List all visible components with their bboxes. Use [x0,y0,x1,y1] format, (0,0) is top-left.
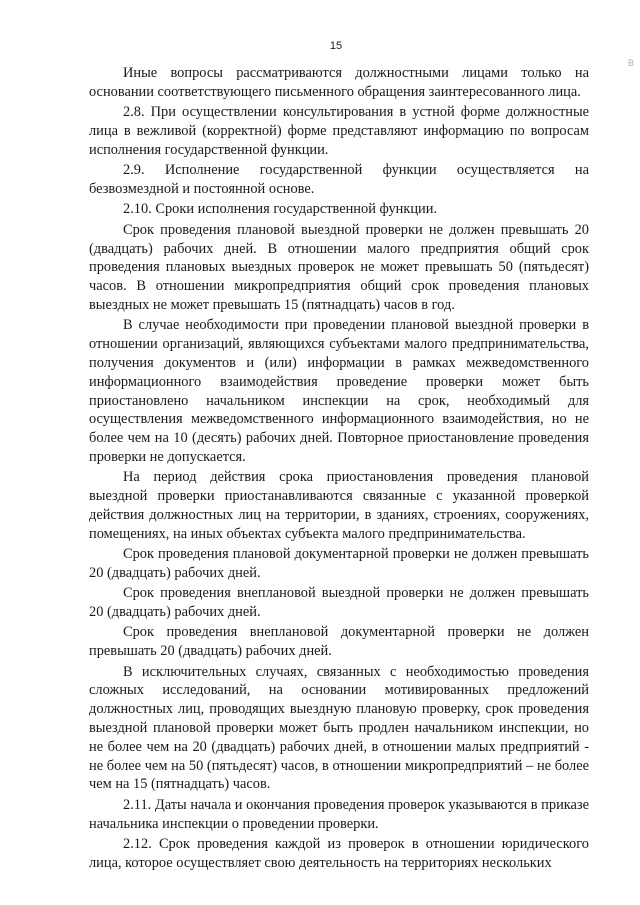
paragraph-2-12: 2.12. Срок проведения каждой из проверок в отношении юридического лица, которое осуществляет свою деятельность на территориях нескольких [89,836,589,871]
paragraph-planned-documentary-term: Срок проведения плановой документарной проверки не должен превышать 20 (двадцать) рабочих дней. [89,546,589,581]
paragraph-2-8: 2.8. При осуществлении консультирования в устной форме должностные лица в вежливой (корректной) форме представляют информацию по вопросам исполнения государственной функции. [89,104,589,158]
paragraph-other-questions: Иные вопросы рассматриваются должностными лицами только на основании соответствующего письменного обращения заинтересованного лица. [89,65,589,100]
paragraph-unplanned-onsite-term: Срок проведения внеплановой выездной проверки не должен превышать 20 (двадцать) рабочих дней. [89,585,589,621]
paragraph-2-10: 2.10. Сроки исполнения государственной функции. [123,201,438,218]
paragraph-suspension: В случае необходимости при проведении плановой выездной проверки в отношении организаций, являющихся субъектами малого предпринимательства, получения документов и (или) информации в рамках межведомственного информационного взаимодействия проведение проверки может быть приостановлено начальником инспекции на срок, необходимый для осуществления межведомственного информационного взаимодействия, но не более чем на 10 (десять) рабочих дней. Повторное приостановление проведения проверки не допускается. [89,317,589,465]
paragraph-unplanned-documentary-term: Срок проведения внеплановой документарной проверки не должен превышать 20 (двадцать) рабочих дней. [89,624,589,660]
document-body [89,64,589,874]
paragraph-suspension-period: На период действия срока приостановления проведения плановой выездной проверки приостанавливаются связанные с указанной проверкой действия должностных лиц на территории, в зданиях, строениях, сооружениях, помещениях, на иных объектах субъекта малого предпринимательства. [89,469,589,542]
paragraph-exceptional-cases: В исключительных случаях, связанных с необходимостью проведения сложных исследований, на основании мотивированных предложений должностных лиц, проводящих выездную плановую проверку, срок проведения выездной плановой проверки может быть продлен начальником инспекции, но не более чем на 20 (двадцать) рабочих дней, в отношении малых предприятий - не более чем на 50 (пятьдесят) часов, в отношении микропредприятий – не более чем на 15 (пятнадцать) часов. [89,663,589,793]
paragraph-planned-onsite-term: Срок проведения плановой выездной проверки не должен превышать 20 (двадцать) рабочих дней. В отношении малого предприятия общий срок проведения плановых выездных проверок не может превышать 50 (пятьдесят) часов. В отношении микропредприятия общий срок проведения плановых выездных не может превышать 15 (пятнадцать) часов в год. [89,221,589,313]
paragraph-2-9: 2.9. Исполнение государственной функции осуществляется на безвозмездной и постоянной основе. [89,162,589,197]
paragraph-2-11: 2.11. Даты начала и окончания проведения проверок указываются в приказе начальника инспекции о проведении проверки. [89,796,589,832]
page-number: 15 [329,40,343,52]
margin-mark: В [628,58,635,68]
